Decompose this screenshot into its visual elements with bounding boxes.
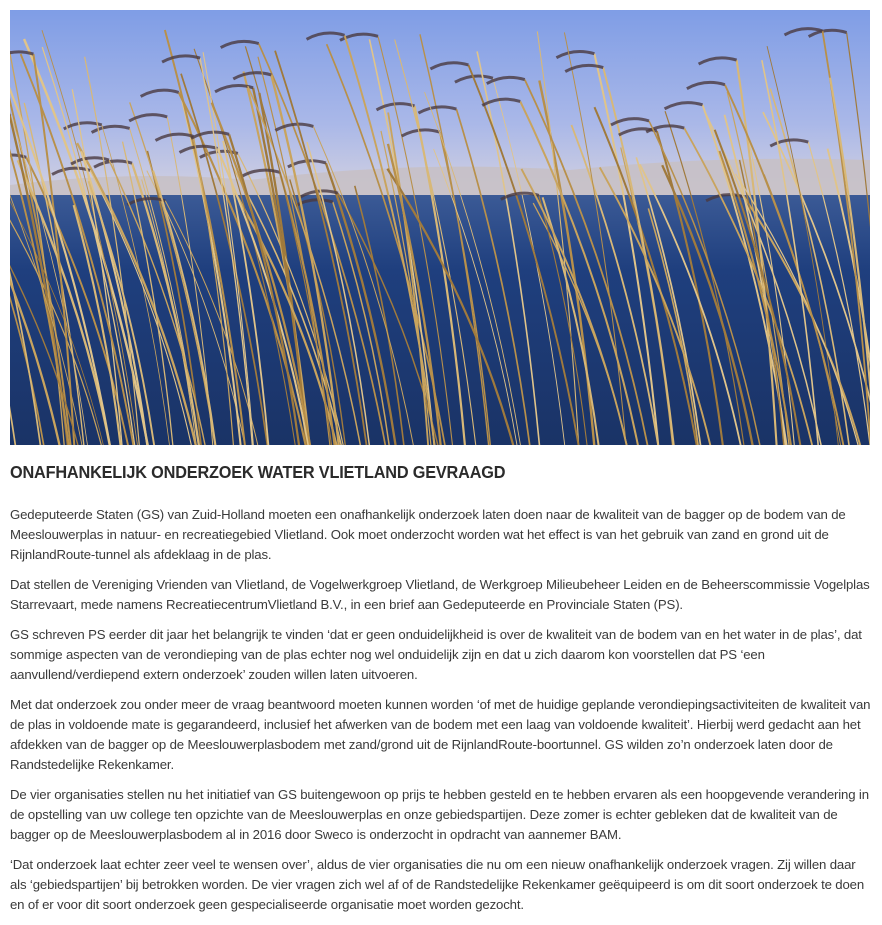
article-hero-image [10, 10, 870, 445]
article-paragraph: Dat stellen de Vereniging Vrienden van Vlietland, de Vogelwerkgroep Vlietland, de Werkgroep Milieubeheer Leiden en de Beheerscommissie Vogelplas Starrevaart, mede namens RecreatiecentrumVlietland B.V., in een brief aan Gedeputeerde en Provinciale Staten (PS). [10, 577, 870, 612]
article-body [10, 505, 872, 925]
water [10, 195, 870, 445]
reeds-water-photo [10, 10, 870, 445]
article-paragraph: GS schreven PS eerder dit jaar het belangrijk te vinden ‘dat er geen onduidelijkheid is over de kwaliteit van de bodem van en het water in de plas’, dat sommige aspecten van de verondieping van de plas echter nog wel onduidelijk zijn en dat u zich daarom kon voorstellen dat PS ‘een aanvullend/verdiepend extern onderzoek’ zouden willen laten uitvoeren. [10, 627, 862, 682]
article-paragraph: De vier organisaties stellen nu het initiatief van GS buitengewoon op prijs te hebben gesteld en te hebben ervaren als een hoopgevende verandering in de opstelling van uw college ten opzichte van de Meeslouwerplas en onze gebiedspartijen. Deze zomer is echter gebleken dat de kwaliteit van de bagger op de Meeslouwerplasbodem al in 2016 door Sweco is onderzocht in opdracht van aannemer BAM. [10, 787, 869, 842]
article-paragraph: Met dat onderzoek zou onder meer de vraag beantwoord moeten kunnen worden ‘of met de huidige geplande verondiepingsactiviteiten de kwaliteit van de plas in voldoende mate is gegarandeerd, inclusief het afwerken van de bodem met een laag van voldoende kwaliteit’. Hierbij werd gedacht aan het afdekken van de bagger op de Meeslouwerplasbodem met zand/grond uit de RijnlandRoute-boortunnel. GS wilden zo’n onderzoek laten door de Randstedelijke Rekenkamer. [10, 697, 871, 772]
article-paragraph: Gedeputeerde Staten (GS) van Zuid-Holland moeten een onafhankelijk onderzoek laten doen naar de kwaliteit van de bagger op de bodem van de Meeslouwerplas in natuur- en recreatiegebied Vlietland. Ook moet onderzocht worden wat het effect is van het gebruik van zand en grond uit de RijnlandRoute-tunnel als afdeklaag in de plas. [10, 507, 846, 562]
article-paragraph: ‘Dat onderzoek laat echter zeer veel te wensen over’, aldus de vier organisaties die nu om een nieuw onafhankelijk onderzoek vragen. Zij willen daar als ‘gebiedspartijen’ bij betrokken worden. De vier vragen zich wel af of de Randstedelijke Rekenkamer geëquipeerd is om dit soort onderzoek te doen en of er voor dit soort onderzoek geen gespecialiseerde organisatie moet worden gezocht. [10, 857, 865, 912]
article-title: ONAFHANKELIJK ONDERZOEK WATER VLIETLAND GEVRAAGD [10, 462, 506, 482]
